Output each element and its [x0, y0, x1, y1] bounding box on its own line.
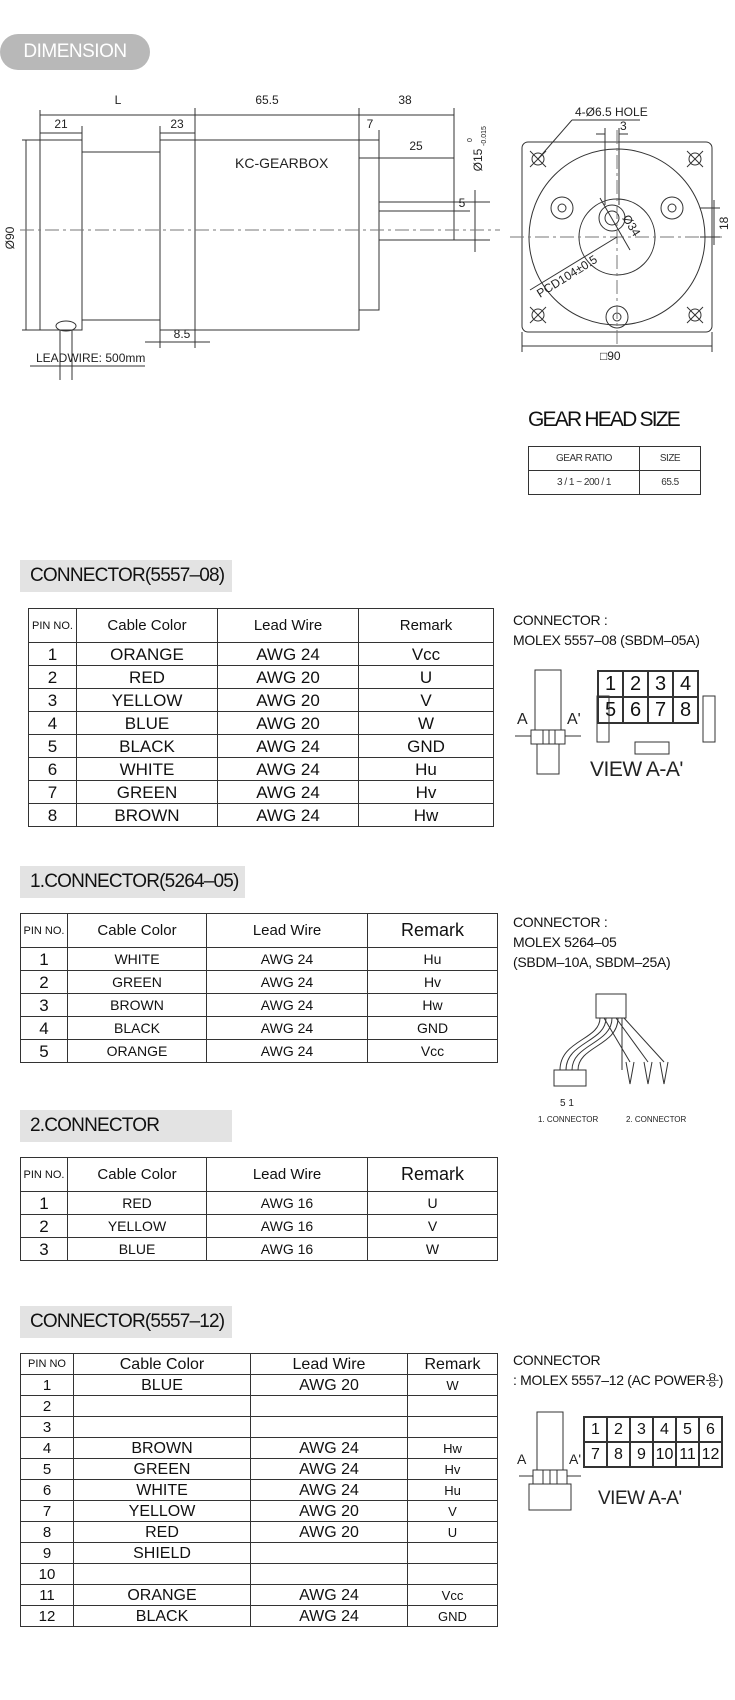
conn2-h-remark: Remark [368, 914, 498, 948]
table-row [21, 1375, 498, 1396]
wire-cell: AWG 16 [207, 1215, 368, 1238]
dim-23: 23 [170, 117, 184, 131]
remark-cell: GND [368, 1017, 498, 1040]
conn4-view-label: VIEW A-A' [598, 1488, 682, 1509]
wire-cell: AWG 24 [207, 994, 368, 1017]
motor-fins [82, 152, 160, 320]
dimension-drawing [0, 90, 735, 410]
pin-cell: 3 [29, 689, 77, 712]
remark-cell: Hw [359, 804, 494, 827]
conn1-pin-grid [597, 670, 699, 724]
conn2-note [513, 912, 670, 972]
remark-cell: Hu [359, 758, 494, 781]
conn2-rows [21, 948, 498, 1063]
color-cell: WHITE [68, 948, 207, 971]
wire-cell: AWG 24 [207, 1040, 368, 1063]
pin-cell: 2 [21, 1396, 74, 1417]
conn4-h-wire: Lead Wire [251, 1354, 408, 1375]
pin-cell: 2 [21, 971, 68, 994]
remark-cell: Hv [359, 781, 494, 804]
conn1-h-remark: Remark [359, 609, 494, 643]
conn3-h-color: Cable Color [68, 1158, 207, 1192]
conn1-label-a2: A' [567, 711, 581, 728]
remark-cell: Hv [368, 971, 498, 994]
conn4-h-remark: Remark [408, 1354, 498, 1375]
dim-sq90: □90 [600, 349, 621, 363]
wire-cell: AWG 24 [251, 1606, 408, 1627]
conn2-title: 1.CONNECTOR(5264–05) [20, 866, 245, 898]
table-row [21, 1238, 498, 1261]
conn1-rows [29, 643, 494, 827]
color-cell: YELLOW [68, 1215, 207, 1238]
motor-end-cap [40, 140, 82, 330]
remark-cell: V [359, 689, 494, 712]
dim-8-5: 8.5 [173, 327, 191, 341]
wire-cell: AWG 20 [251, 1522, 408, 1543]
remark-cell: U [368, 1192, 498, 1215]
pin-cell: 9 [21, 1543, 74, 1564]
table-row [29, 666, 494, 689]
remark-cell: Hv [408, 1459, 498, 1480]
remark-cell: GND [359, 735, 494, 758]
leadwire-label: LEADWIRE: 500mm [36, 351, 146, 365]
color-cell: RED [77, 666, 218, 689]
gear-head-title: GEAR HEAD SIZE [528, 408, 680, 431]
dim-tol-bot: -0.015 [481, 126, 488, 146]
wire-cell [251, 1564, 408, 1585]
color-cell: ORANGE [77, 643, 218, 666]
color-cell: BLUE [68, 1238, 207, 1261]
remark-cell: U [359, 666, 494, 689]
conn2-note-2: MOLEX 5264–05 [513, 934, 617, 950]
pin-cell: 1 [21, 948, 68, 971]
remark-cell [408, 1564, 498, 1585]
dim-5: 5 [458, 196, 466, 210]
conn2-h-pin: PIN NO. [21, 914, 68, 948]
gh-ratio-value: 3 / 1 ~ 200 / 1 [529, 471, 640, 495]
wire-cell: AWG 20 [251, 1375, 408, 1396]
remark-cell: Hu [408, 1480, 498, 1501]
wire-cell [251, 1417, 408, 1438]
table-row [29, 689, 494, 712]
pin-grid-cell: 11 [676, 1442, 699, 1467]
pin-grid-cell: 3 [630, 1417, 653, 1442]
conn4-rows [21, 1375, 498, 1627]
pin-cell: 10 [21, 1564, 74, 1585]
wire-cell: AWG 24 [218, 735, 359, 758]
conn4-note [513, 1350, 723, 1390]
table-row [21, 948, 498, 971]
pin-cell: 4 [21, 1438, 74, 1459]
wire-cell: AWG 16 [207, 1238, 368, 1261]
remark-cell: V [368, 1215, 498, 1238]
wire-cell: AWG 20 [218, 666, 359, 689]
pin-grid-cell: 5 [676, 1417, 699, 1442]
color-cell: YELLOW [74, 1501, 251, 1522]
wire-cell: AWG 24 [218, 804, 359, 827]
table-row [21, 1438, 498, 1459]
conn4-h-color: Cable Color [74, 1354, 251, 1375]
dim-hole: 4-Ø6.5 HOLE [575, 105, 648, 119]
conn2-note-1: CONNECTOR : [513, 914, 608, 930]
conn4-pin-grid [583, 1416, 723, 1468]
color-cell [74, 1417, 251, 1438]
table-row [21, 1192, 498, 1215]
table-row [21, 971, 498, 994]
remark-cell: GND [408, 1606, 498, 1627]
pin-cell: 3 [21, 1417, 74, 1438]
dim-15: Ø15 [471, 148, 485, 172]
conn2-label2: 2. CONNECTOR [626, 1115, 687, 1124]
table-row [21, 1396, 498, 1417]
remark-cell [408, 1543, 498, 1564]
pin-cell: 7 [21, 1501, 74, 1522]
pin-grid-cell: 3 [648, 671, 673, 697]
pin-cell: 3 [21, 994, 68, 1017]
pin-grid-cell: 7 [648, 697, 673, 723]
remark-cell: Hu [368, 948, 498, 971]
color-cell: ORANGE [74, 1585, 251, 1606]
wire-cell: AWG 16 [207, 1192, 368, 1215]
gh-size-value: 65.5 [640, 471, 701, 495]
remark-cell: W [408, 1375, 498, 1396]
conn1-note-2: MOLEX 5557–08 (SBDM–05A) [513, 632, 700, 648]
color-cell: SHIELD [74, 1543, 251, 1564]
dim-65-5: 65.5 [255, 93, 279, 107]
pin-cell: 5 [21, 1459, 74, 1480]
remark-cell: U [408, 1522, 498, 1543]
color-cell: YELLOW [77, 689, 218, 712]
pin-cell: 1 [29, 643, 77, 666]
gearbox-boss [359, 158, 379, 310]
wire-cell: AWG 24 [251, 1585, 408, 1606]
color-cell: BROWN [68, 994, 207, 1017]
pin-cell: 5 [21, 1040, 68, 1063]
color-cell: GREEN [74, 1459, 251, 1480]
conn1-label-a: A [517, 711, 528, 728]
pin-cell: 2 [21, 1215, 68, 1238]
wire-cell: AWG 20 [251, 1501, 408, 1522]
table-row [21, 1543, 498, 1564]
remark-cell [408, 1417, 498, 1438]
dim-18: 18 [717, 216, 731, 230]
motor-front-flange [160, 140, 195, 330]
pin-cell: 6 [21, 1480, 74, 1501]
table-row [21, 1480, 498, 1501]
conn3-h-wire: Lead Wire [207, 1158, 368, 1192]
conn4-label-a: A [517, 1451, 527, 1467]
wire-cell: AWG 24 [207, 948, 368, 971]
wire-cell: AWG 20 [218, 712, 359, 735]
pin-cell: 6 [29, 758, 77, 781]
color-cell: BROWN [77, 804, 218, 827]
pin-grid-cell: 6 [699, 1417, 722, 1442]
color-cell: RED [74, 1522, 251, 1543]
conn4-table [20, 1353, 498, 1627]
table-row [21, 994, 498, 1017]
conn2-h-wire: Lead Wire [207, 914, 368, 948]
table-row [21, 1606, 498, 1627]
pin-grid-cell: 2 [607, 1417, 630, 1442]
pin-grid-cell: 8 [607, 1442, 630, 1467]
conn2-diagram [530, 990, 700, 1130]
conn2-label1: 1. CONNECTOR [538, 1115, 599, 1124]
pin-grid-cell: 12 [699, 1442, 722, 1467]
conn3-h-remark: Remark [368, 1158, 498, 1192]
color-cell: GREEN [77, 781, 218, 804]
gh-header-size: SIZE [640, 447, 701, 471]
conn3-rows [21, 1192, 498, 1261]
table-row [21, 1459, 498, 1480]
pin-cell: 5 [29, 735, 77, 758]
conn4-label-a2: A' [569, 1451, 582, 1467]
wire-cell: AWG 24 [218, 643, 359, 666]
wire-cell: AWG 24 [207, 1017, 368, 1040]
pin-grid-cell: 4 [653, 1417, 676, 1442]
dim-90: Ø90 [3, 226, 17, 250]
color-cell: BLACK [74, 1606, 251, 1627]
color-cell: ORANGE [68, 1040, 207, 1063]
table-row [21, 1017, 498, 1040]
conn3-table [20, 1157, 498, 1261]
pin-cell: 12 [21, 1606, 74, 1627]
color-cell: GREEN [68, 971, 207, 994]
output-shaft [379, 202, 454, 240]
dim-l: L [114, 93, 122, 107]
remark-cell: Vcc [408, 1585, 498, 1606]
pin-grid-cell: 2 [623, 671, 648, 697]
pin-grid-cell: 9 [630, 1442, 653, 1467]
pin-cell: 11 [21, 1585, 74, 1606]
conn2-pin-nums: 5 1 [560, 1098, 574, 1109]
remark-cell: Vcc [359, 643, 494, 666]
color-cell: RED [68, 1192, 207, 1215]
dim-3: 3 [620, 119, 627, 133]
conn2-table [20, 913, 498, 1063]
table-row [21, 1501, 498, 1522]
pin-grid-cell: 1 [598, 671, 623, 697]
table-row [21, 1215, 498, 1238]
color-cell: BLUE [74, 1375, 251, 1396]
conn2-h-color: Cable Color [68, 914, 207, 948]
wire-cell [251, 1396, 408, 1417]
remark-cell: Vcc [368, 1040, 498, 1063]
table-row [29, 643, 494, 666]
conn3-h-pin: PIN NO. [21, 1158, 68, 1192]
dim-25: 25 [409, 139, 423, 153]
dim-pcd: PCD104±0.5 [534, 252, 600, 301]
table-row [29, 781, 494, 804]
dim-38: 38 [398, 93, 412, 107]
pin-grid-cell: 4 [673, 671, 698, 697]
table-row [29, 735, 494, 758]
color-cell: BLACK [68, 1017, 207, 1040]
conn1-note [513, 610, 700, 650]
pin-cell: 4 [21, 1017, 68, 1040]
conn4-title: CONNECTOR(5557–12) [20, 1306, 232, 1338]
conn1-note-1: CONNECTOR : [513, 612, 608, 628]
remark-cell [408, 1396, 498, 1417]
pin-cell: 1 [21, 1375, 74, 1396]
pin-grid-cell: 7 [584, 1442, 607, 1467]
conn2-note-3: (SBDM–10A, SBDM–25A) [513, 954, 671, 970]
table-row [21, 1417, 498, 1438]
dim-21: 21 [54, 117, 68, 131]
color-cell: BLACK [77, 735, 218, 758]
remark-cell: Hw [368, 994, 498, 1017]
conn4-note-1: CONNECTOR [513, 1352, 601, 1368]
pin-grid-cell: 8 [673, 697, 698, 723]
conn1-view-label: VIEW A-A' [590, 758, 683, 781]
pin-grid-cell: 10 [653, 1442, 676, 1467]
gh-header-ratio: GEAR RATIO [529, 447, 640, 471]
table-row [21, 1564, 498, 1585]
conn1-title: CONNECTOR(5557–08) [20, 560, 232, 592]
conn1-h-color: Cable Color [77, 609, 218, 643]
wire-cell: AWG 24 [251, 1459, 408, 1480]
wire-cell [251, 1543, 408, 1564]
color-cell: BLUE [77, 712, 218, 735]
dimension-title: DIMENSION [0, 34, 150, 70]
conn1-h-wire: Lead Wire [218, 609, 359, 643]
wire-cell: AWG 24 [218, 758, 359, 781]
remark-cell: W [368, 1238, 498, 1261]
pin-cell: 8 [21, 1522, 74, 1543]
dim-34: Ø34 [619, 212, 644, 239]
wire-cell: AWG 20 [218, 689, 359, 712]
table-row [21, 1522, 498, 1543]
table-row [29, 712, 494, 735]
table-row [21, 1585, 498, 1606]
pin-cell: 3 [21, 1238, 68, 1261]
dim-7: 7 [366, 117, 374, 131]
pin-grid-cell: 5 [598, 697, 623, 723]
table-row [29, 758, 494, 781]
pin-grid-cell: 6 [623, 697, 648, 723]
pin-cell: 2 [29, 666, 77, 689]
pin-cell: 7 [29, 781, 77, 804]
color-cell [74, 1396, 251, 1417]
pin-cell: 4 [29, 712, 77, 735]
pin-cell: 1 [21, 1192, 68, 1215]
wire-cell: AWG 24 [207, 971, 368, 994]
wire-cell: AWG 24 [251, 1438, 408, 1459]
gear-head-table [528, 446, 701, 495]
wire-cell: AWG 24 [218, 781, 359, 804]
gearbox-label: KC-GEARBOX [235, 155, 329, 171]
conn4-note-2: : MOLEX 5557–12 (AC POWER용) [513, 1372, 724, 1388]
conn3-title: 2.CONNECTOR [20, 1110, 232, 1142]
pin-cell: 8 [29, 804, 77, 827]
color-cell: BROWN [74, 1438, 251, 1459]
remark-cell: V [408, 1501, 498, 1522]
color-cell: WHITE [74, 1480, 251, 1501]
remark-cell: W [359, 712, 494, 735]
dim-tol-top: 0 [467, 138, 474, 142]
conn1-h-pin: PIN NO. [29, 609, 77, 643]
wire-cell: AWG 24 [251, 1480, 408, 1501]
color-cell: WHITE [77, 758, 218, 781]
conn4-h-pin: PIN NO [21, 1354, 74, 1375]
pin-grid-cell: 1 [584, 1417, 607, 1442]
conn1-table [28, 608, 494, 827]
remark-cell: Hw [408, 1438, 498, 1459]
color-cell [74, 1564, 251, 1585]
table-row [29, 804, 494, 827]
table-row [21, 1040, 498, 1063]
